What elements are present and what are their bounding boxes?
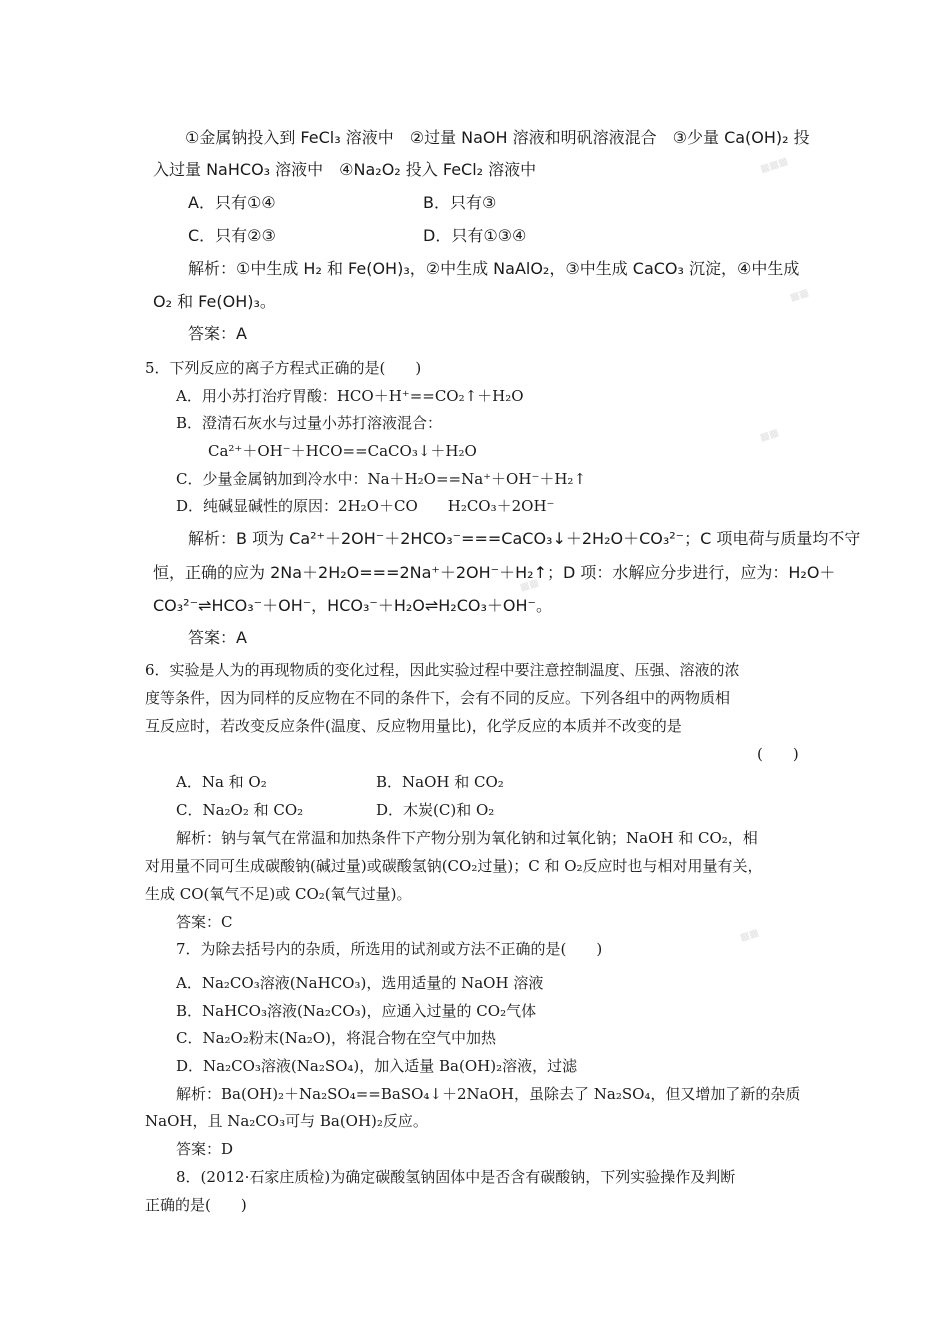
q8-stem-2: 正确的是( ) xyxy=(145,1196,247,1214)
q5-option-b: B．澄清石灰水与过量小苏打溶液混合： xyxy=(176,414,443,432)
q5-stem: 5．下列反应的离子方程式正确的是( ) xyxy=(145,359,422,377)
q5-answer: 答案：A xyxy=(188,628,247,647)
q4-option-b: B．只有③ xyxy=(423,193,497,212)
q7-stem: 7．为除去括号内的杂质，所选用的试剂或方法不正确的是( ) xyxy=(176,940,603,958)
watermark-mark: ▦▦ xyxy=(738,927,761,944)
q5-explanation-3: CO₃²⁻⇌HCO₃⁻＋OH⁻，HCO₃⁻＋H₂O⇌H₂CO₃＋OH⁻。 xyxy=(153,596,552,615)
q7-explanation-1: 解析：Ba(OH)₂＋Na₂SO₄==BaSO₄↓＋2NaOH，虽除去了 Na₂SO₄，但又增加了新的杂质 xyxy=(176,1085,801,1103)
q4-option-a: A．只有①④ xyxy=(188,193,276,212)
q4-line-1: ①金属钠投入到 FeCl₃ 溶液中 ②过量 NaOH 溶液和明矾溶液混合 ③少量 Ca(OH)₂ 投 xyxy=(185,128,810,147)
q5-option-c: C．少量金属钠加到冷水中：Na＋H₂O==Na⁺＋OH⁻＋H₂↑ xyxy=(176,470,587,488)
q6-explanation-3: 生成 CO(氧气不足)或 CO₂(氧气过量)。 xyxy=(145,885,412,903)
q7-option-c: C．Na₂O₂粉末(Na₂O)，将混合物在空气中加热 xyxy=(176,1029,496,1047)
q7-option-a: A．Na₂CO₃溶液(NaHCO₃)，选用适量的 NaOH 溶液 xyxy=(176,974,544,992)
q7-answer: 答案：D xyxy=(176,1140,234,1158)
q5-option-b-equation: Ca²⁺＋OH⁻＋HCO==CaCO₃↓＋H₂O xyxy=(208,442,477,460)
q6-explanation-2: 对用量不同可生成碳酸钠(碱过量)或碳酸氢钠(CO₂过量)；C 和 O₂反应时也与相对用量有关， xyxy=(145,857,763,875)
watermark-mark: ▦▦ xyxy=(758,427,781,444)
q6-answer: 答案：C xyxy=(176,913,233,931)
q5-option-d: D．纯碱显碱性的原因：2H₂O＋CO H₂CO₃＋2OH⁻ xyxy=(176,497,555,515)
q6-option-b: B．NaOH 和 CO₂ xyxy=(376,773,504,791)
q6-option-a: A．Na 和 O₂ xyxy=(176,773,267,791)
q6-option-d: D．木炭(C)和 O₂ xyxy=(376,801,495,819)
q4-answer: 答案：A xyxy=(188,324,247,343)
q4-explanation-2: O₂ 和 Fe(OH)₃。 xyxy=(153,292,276,311)
q5-explanation-1: 解析：B 项为 Ca²⁺＋2OH⁻＋2HCO₃⁻===CaCO₃↓＋2H₂O＋CO₃²⁻；C 项电荷与质量均不守 xyxy=(188,529,861,548)
q4-line-2: 入过量 NaHCO₃ 溶液中 ④Na₂O₂ 投入 FeCl₂ 溶液中 xyxy=(153,160,537,179)
q8-stem-1: 8．(2012·石家庄质检)为确定碳酸氢钠固体中是否含有碳酸钠，下列实验操作及判断 xyxy=(176,1168,736,1186)
q6-stem-1: 6．实验是人为的再现物质的变化过程，因此实验过程中要注意控制温度、压强、溶液的浓 xyxy=(145,661,740,679)
q4-option-c: C．只有②③ xyxy=(188,226,276,245)
watermark-mark: ▦▦ xyxy=(518,577,541,594)
watermark-mark: ▦▦▦ xyxy=(758,155,790,176)
q6-explanation-1: 解析：钠与氧气在常温和加热条件下产物分别为氧化钠和过氧化钠；NaOH 和 CO₂，相 xyxy=(176,829,758,847)
q7-explanation-2: NaOH，且 Na₂CO₃可与 Ba(OH)₂反应。 xyxy=(145,1112,428,1130)
q6-answer-parens: ( ) xyxy=(757,745,799,763)
q5-explanation-2: 恒，正确的应为 2Na＋2H₂O===2Na⁺＋2OH⁻＋H₂↑；D 项：水解应分步进行，应为：H₂O＋ xyxy=(153,563,836,582)
q4-option-d: D．只有①③④ xyxy=(423,226,527,245)
q6-stem-2: 度等条件，因为同样的反应物在不同的条件下，会有不同的反应。下列各组中的两物质相 xyxy=(145,689,731,707)
q7-option-d: D．Na₂CO₃溶液(Na₂SO₄)，加入适量 Ba(OH)₂溶液，过滤 xyxy=(176,1057,578,1075)
watermark-mark: ▦▦ xyxy=(788,287,811,304)
q6-stem-3: 互反应时，若改变反应条件(温度、反应物用量比)，化学反应的本质并不改变的是 xyxy=(145,717,682,735)
q4-explanation-1: 解析：①中生成 H₂ 和 Fe(OH)₃，②中生成 NaAlO₂，③中生成 CaCO₃ 沉淀，④中生成 xyxy=(188,259,800,278)
q6-option-c: C．Na₂O₂ 和 CO₂ xyxy=(176,801,304,819)
q7-option-b: B．NaHCO₃溶液(Na₂CO₃)，应通入过量的 CO₂气体 xyxy=(176,1002,537,1020)
q5-option-a: A．用小苏打治疗胃酸：HCO＋H⁺==CO₂↑＋H₂O xyxy=(176,387,524,405)
